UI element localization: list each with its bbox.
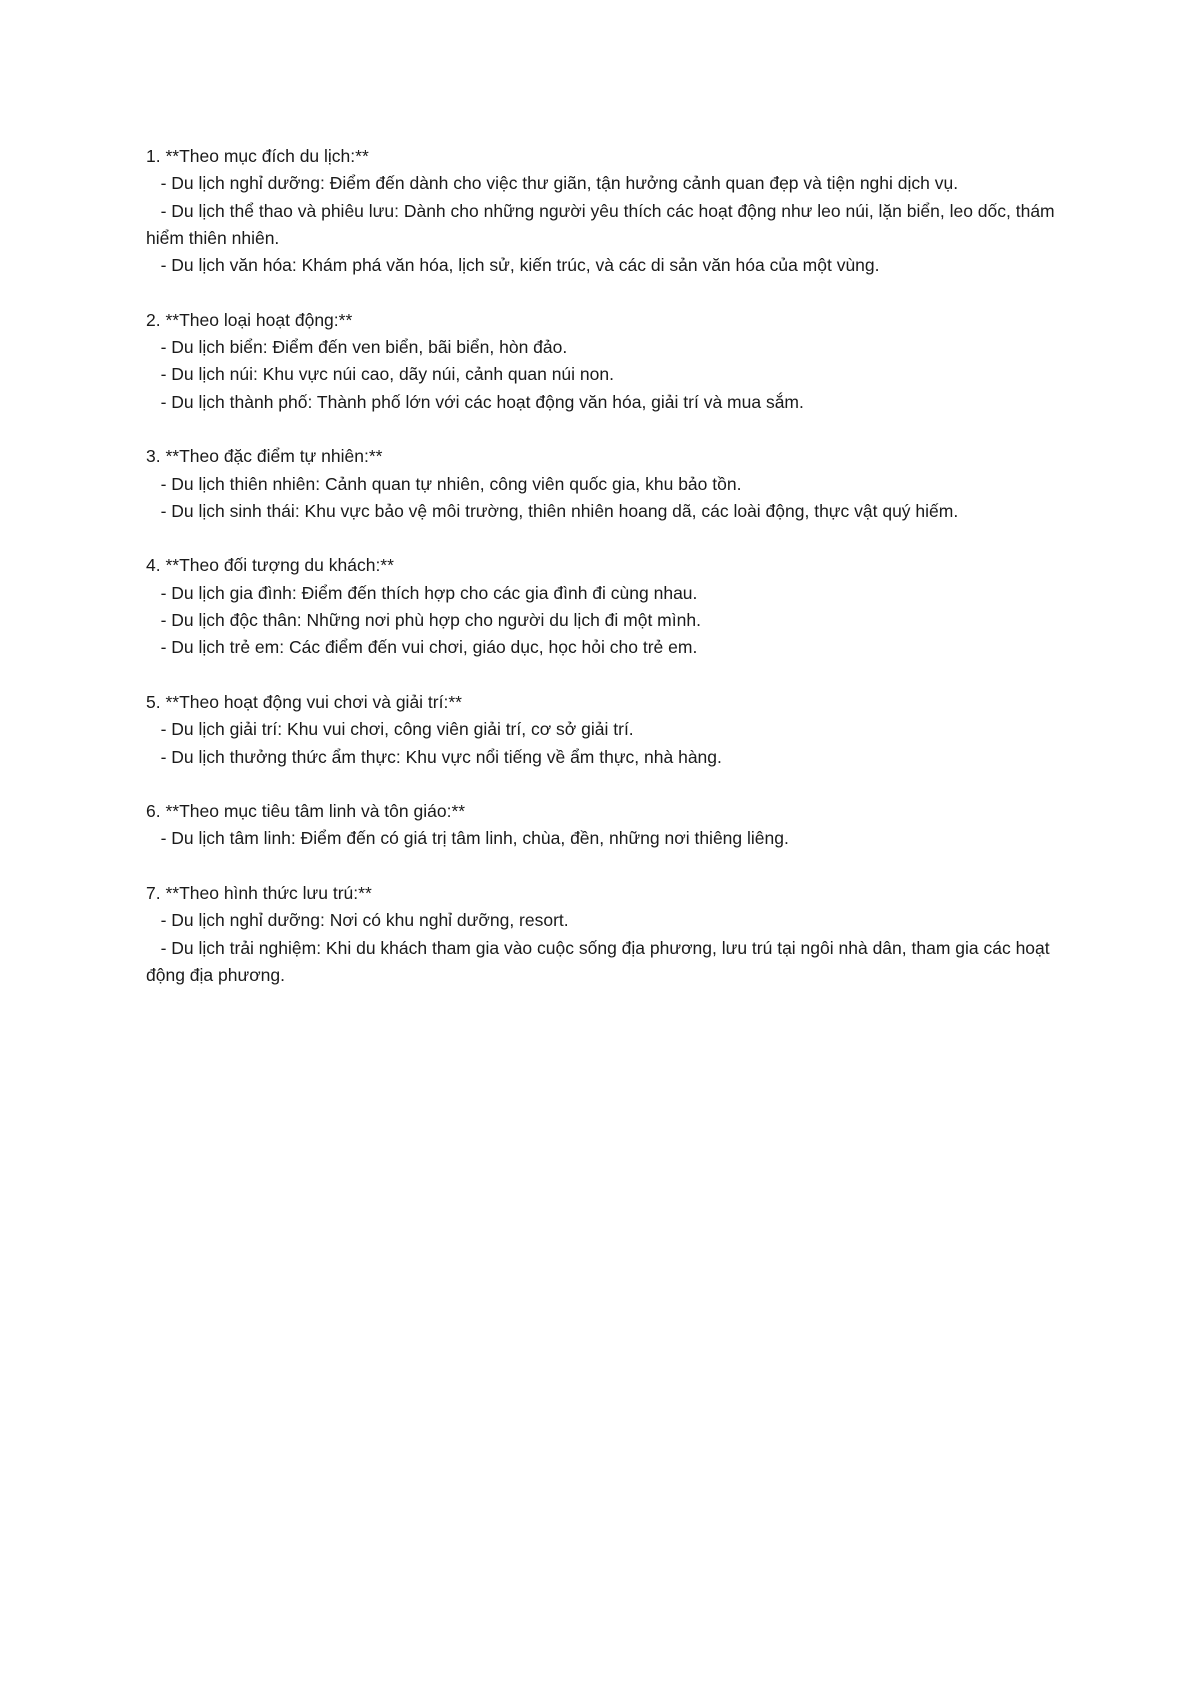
section-heading: 6. **Theo mục tiêu tâm linh và tôn giáo:** [146, 801, 466, 822]
section-heading: 1. **Theo mục đích du lịch:** [146, 146, 369, 166]
section-accommodation [146, 880, 1056, 989]
list-item: - Du lịch núi: Khu vực núi cao, dãy núi, cảnh quan núi non. [146, 364, 614, 385]
list-item: - Du lịch tâm linh: Điểm đến có giá trị tâm linh, chùa, đền, những nơi thiêng liêng. [146, 828, 789, 849]
section-heading: 3. **Theo đặc điểm tự nhiên:** [146, 446, 383, 467]
section-traveler-type [146, 552, 1056, 661]
list-item: - Du lịch gia đình: Điểm đến thích hợp cho các gia đình đi cùng nhau. [146, 582, 698, 603]
list-item: - Du lịch biển: Điểm đến ven biển, bãi biển, hòn đảo. [146, 337, 568, 358]
section-natural-features [146, 443, 1056, 525]
document-page [146, 143, 1060, 1017]
list-item: - Du lịch thành phố: Thành phố lớn với các hoạt động văn hóa, giải trí và mua sắm. [146, 391, 804, 412]
section-heading: 7. **Theo hình thức lưu trú:** [146, 883, 372, 904]
list-item: - Du lịch sinh thái: Khu vực bảo vệ môi trường, thiên nhiên hoang dã, các loài động, thực vật quý hiếm. [146, 500, 959, 521]
section-activity-type [146, 307, 1056, 416]
list-item: - Du lịch nghỉ dưỡng: Điểm đến dành cho việc thư giãn, tận hưởng cảnh quan đẹp và tiện nghi dịch vụ. [146, 173, 959, 194]
list-item: - Du lịch thưởng thức ẩm thực: Khu vực nổi tiếng về ẩm thực, nhà hàng. [146, 746, 722, 767]
section-heading: 5. **Theo hoạt động vui chơi và giải trí:** [146, 691, 462, 712]
list-item: - Du lịch văn hóa: Khám phá văn hóa, lịch sử, kiến trúc, và các di sản văn hóa của một vùng. [146, 255, 880, 276]
section-heading: 4. **Theo đối tượng du khách:** [146, 555, 394, 576]
list-item: - Du lịch giải trí: Khu vui chơi, công viên giải trí, cơ sở giải trí. [146, 719, 634, 740]
section-spiritual [146, 798, 1056, 853]
list-item: - Du lịch độc thân: Những nơi phù hợp cho người du lịch đi một mình. [146, 610, 701, 631]
list-item: - Du lịch thể thao và phiêu lưu: Dành cho những người yêu thích các hoạt động như leo núi, lặn biển, leo dốc, thám hiểm thiên nhiên. [146, 200, 1060, 248]
list-item: - Du lịch thiên nhiên: Cảnh quan tự nhiên, công viên quốc gia, khu bảo tồn. [146, 473, 742, 494]
section-purpose [146, 143, 1060, 279]
section-heading: 2. **Theo loại hoạt động:** [146, 309, 353, 330]
list-item: - Du lịch trẻ em: Các điểm đến vui chơi, giáo dục, học hỏi cho trẻ em. [146, 637, 698, 658]
list-item: - Du lịch nghỉ dưỡng: Nơi có khu nghỉ dưỡng, resort. [146, 910, 569, 931]
section-entertainment [146, 689, 1056, 771]
list-item: - Du lịch trải nghiệm: Khi du khách tham gia vào cuộc sống địa phương, lưu trú tại ngôi nhà dân, tham gia các hoạt động địa phương. [146, 937, 1055, 985]
